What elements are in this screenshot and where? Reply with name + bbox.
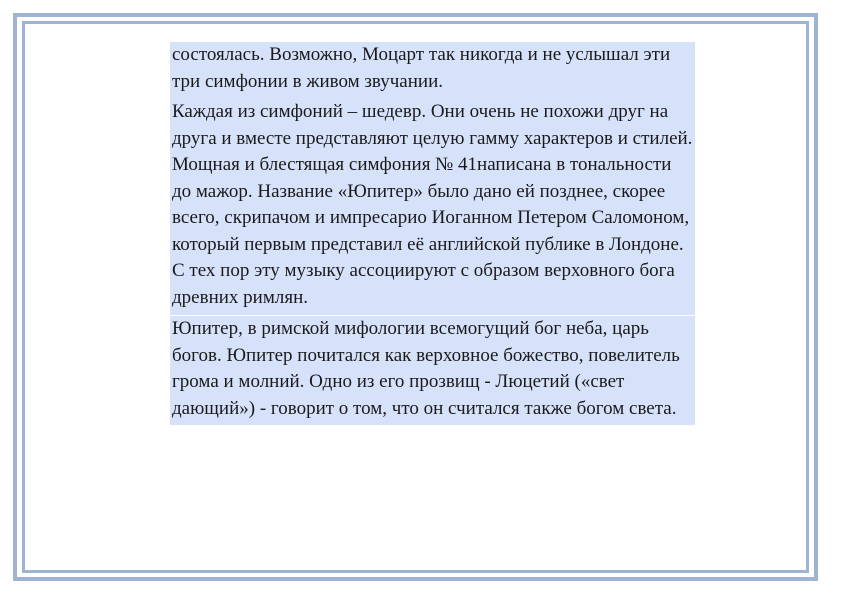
paragraph-2: Каждая из симфоний – шедевр. Они очень не похожи друг на друга и вместе представляют целую гамму характеров и стилей. Мощная и блестящая симфония № 41написана в тональности до мажор. Название «Юпитер» было дано ей позднее, скорее всего, скрипачом и импресарио Иоганном Петером Саломоном, который первым представил её английской публике в Лондоне. С тех пор эту музыку ассоциируют с образом верховного бога древних римлян. [172, 101, 693, 308]
paragraph-1: состоялась. Возможно, Моцарт так никогда и не услышал эти три симфонии в живом звучании. [172, 44, 671, 92]
paragraph-block-3 [170, 316, 695, 425]
paragraph-3: Юпитер, в римской мифологии всемогущий бог неба, царь богов. Юпитер почитался как верховное божество, повелитель грома и молний. Одно из его прозвищ - Люцетий («свет дающий») - говорит о том, что он считался также богом света. [172, 318, 680, 419]
text-content-area [170, 42, 695, 425]
paragraph-block-2 [170, 99, 695, 315]
paragraph-block-1 [170, 42, 695, 99]
